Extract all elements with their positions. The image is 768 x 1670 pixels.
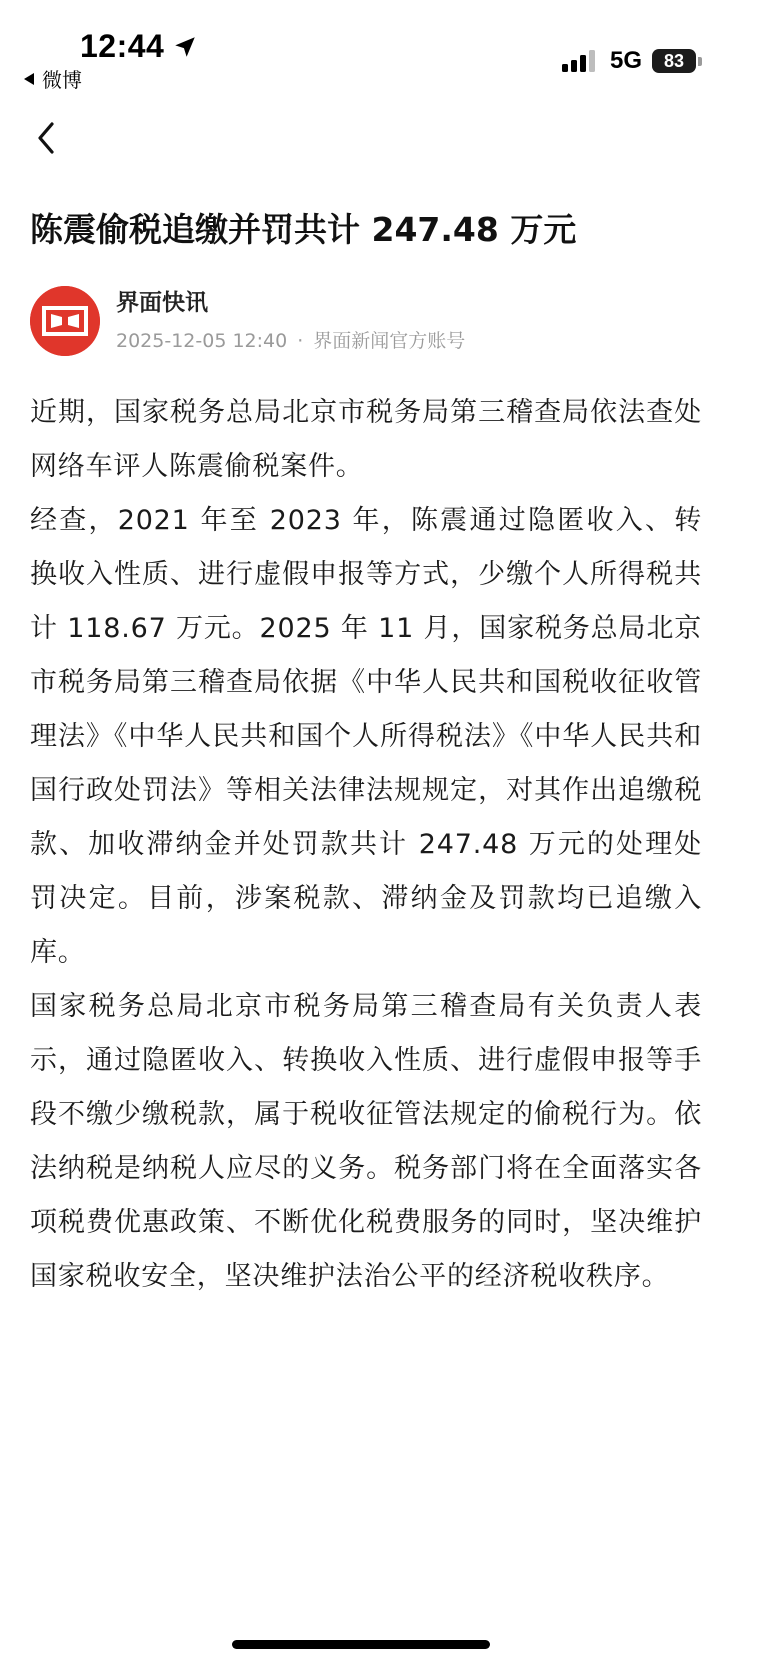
avatar[interactable] (30, 286, 100, 356)
publish-datetime: 2025-12-05 12:40 (116, 330, 288, 352)
network-type: 5G (609, 47, 642, 74)
chevron-left-icon[interactable] (28, 118, 68, 158)
back-app-label: 微博 (42, 68, 82, 92)
jiemian-logo-icon (30, 286, 100, 356)
status-bar (0, 0, 768, 100)
meta-separator: · (297, 330, 304, 352)
status-indicators (562, 47, 702, 75)
author-name[interactable]: 界面快讯 (116, 290, 208, 316)
paragraph: 国家税务总局北京市税务局第三稽查局有关负责人表示，通过隐匿收入、转换收入性质、进行虚假申报等手段不缴少缴税款，属于税收征管法规定的偷税行为。依法纳税是纳税人应尽的义务。税务部门将在全面落实各项税费优惠政策、不断优化税费服务的同时，坚决维护国家税收安全，坚决维护法治公平的经济税收秩序。 (30, 991, 702, 1292)
back-to-app-button[interactable] (24, 64, 82, 93)
article-body (30, 386, 702, 1304)
back-triangle-icon (24, 73, 34, 85)
clock (80, 28, 198, 65)
article-title: 陈震偷税追缴并罚共计 247.48 万元 (30, 210, 577, 249)
signal-icon (562, 50, 598, 72)
paragraph: 经查，2021 年至 2023 年，陈震通过隐匿收入、转换收入性质、进行虚假申报等方式，少缴个人所得税共计 118.67 万元。2025 年 11 月，国家税务总局北京市税务局第三稽查局依据《中华人民共和国税收征收管理法》《中华人民共和国个人所得税法》《中华人民共和国行政处罚法》等相关法律法规规定，对其作出追缴税款、加收滞纳金并处罚款共计 247.48 万元的处理处罚决定。目前，涉案税款、滞纳金及罚款均已追缴入库。 (30, 505, 702, 968)
author-block[interactable] (30, 282, 740, 362)
status-time: 12:44 (80, 28, 165, 64)
home-indicator[interactable] (232, 1640, 490, 1649)
battery-level: 83 (663, 50, 685, 71)
author-meta (116, 326, 465, 353)
location-arrow-icon (172, 34, 198, 60)
battery-icon (652, 49, 696, 73)
battery-tip (698, 57, 702, 66)
account-type: 界面新闻官方账号 (313, 330, 466, 352)
paragraph: 近期，国家税务总局北京市税务局第三稽查局依法查处网络车评人陈震偷税案件。 (30, 397, 702, 482)
